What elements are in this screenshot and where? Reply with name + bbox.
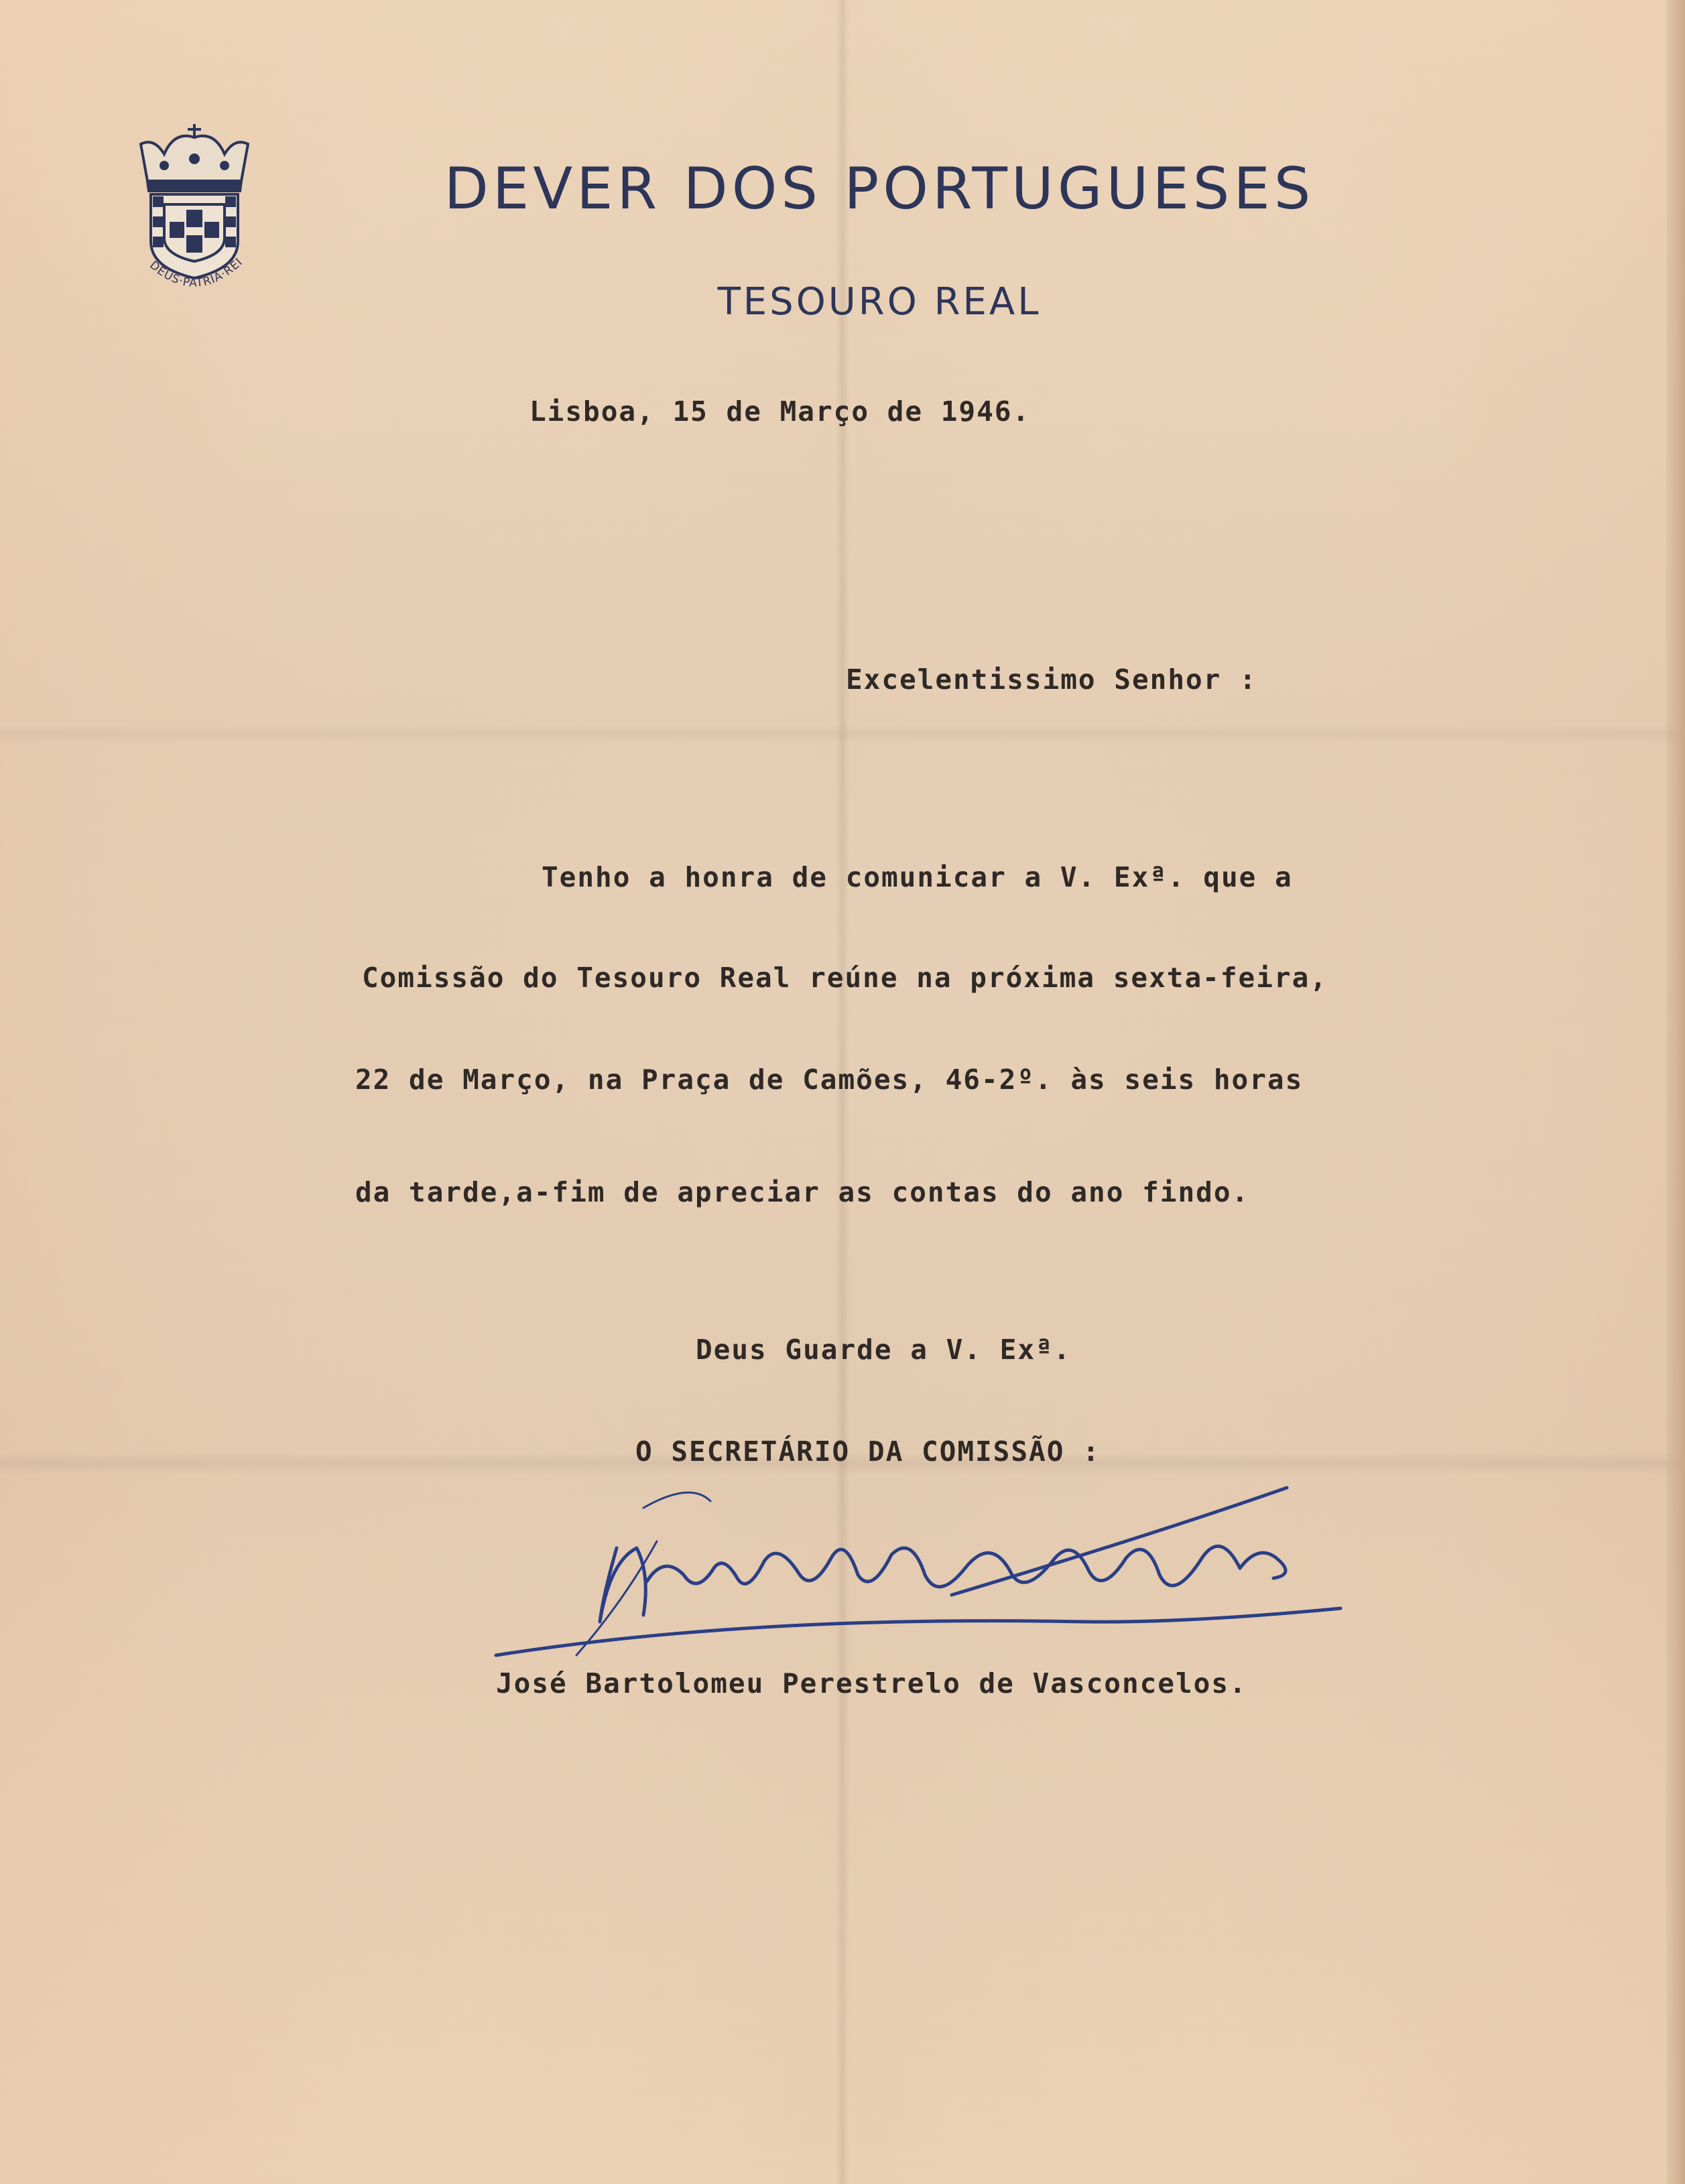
handwritten-signature xyxy=(483,1461,1354,1675)
salutation: Excelentissimo Senhor : xyxy=(846,663,1257,696)
body-line-3: 22 de Março, na Praça de Camões, 46-2º. às seis horas xyxy=(355,1064,1304,1096)
body-line-1: Tenho a honra de comunicar a V. Exª. que a xyxy=(542,861,1293,893)
signer-title: O SECRETÁRIO DA COMISSÃO : xyxy=(635,1435,1101,1468)
letterhead-subtitle: TESOURO REAL xyxy=(717,280,1042,324)
paper-edge xyxy=(1666,0,1685,2184)
closing-line: Deus Guarde a V. Exª. xyxy=(696,1334,1072,1366)
signer-name: José Bartolomeu Perestrelo de Vasconcelos. xyxy=(496,1667,1247,1699)
date-line: Lisboa, 15 de Março de 1946. xyxy=(529,395,1031,428)
body-line-4: da tarde,a-fim de apreciar as contas do ano findo. xyxy=(355,1176,1250,1208)
crest-motto: DEUS·PATRIA·REI xyxy=(147,255,246,290)
body-line-2: Comissão do Tesouro Real reúne na próxima sexta-feira, xyxy=(362,962,1328,994)
letterhead-title: DEVER DOS PORTUGUESES xyxy=(444,155,1315,222)
